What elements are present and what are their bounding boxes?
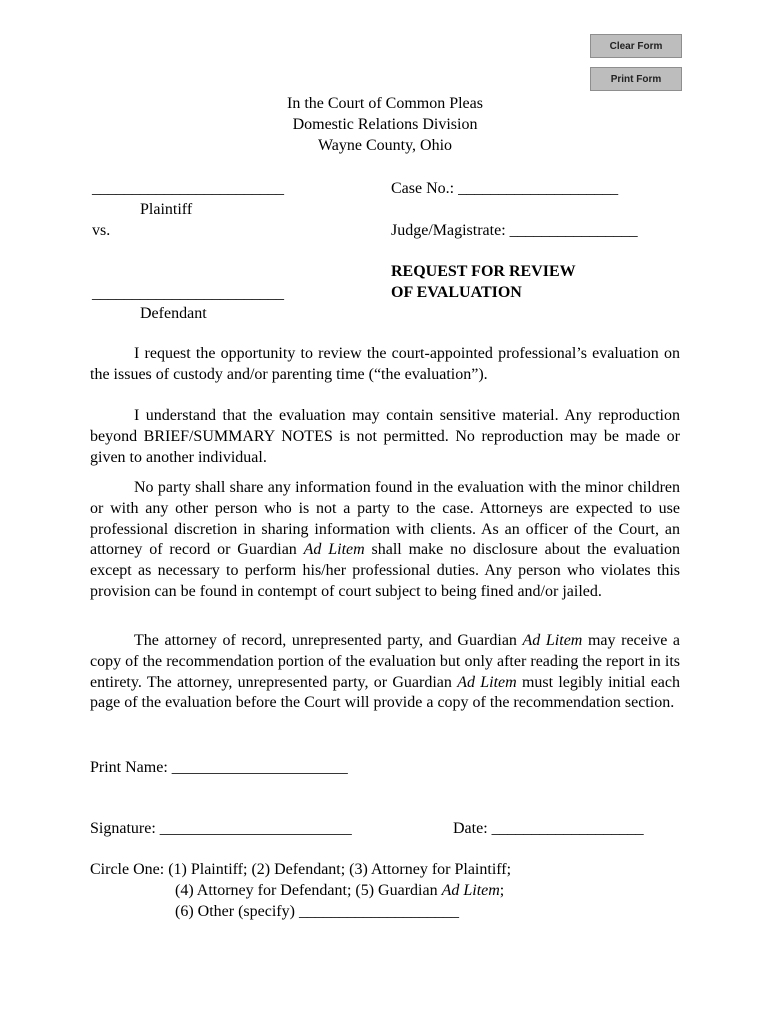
court-name: In the Court of Common Pleas bbox=[287, 95, 483, 112]
date-field[interactable]: Date: ___________________ bbox=[453, 820, 644, 837]
county-name: Wayne County, Ohio bbox=[317, 137, 453, 154]
plaintiff-field[interactable]: ________________________ bbox=[92, 180, 284, 197]
case-number-field[interactable]: Case No.: ____________________ bbox=[391, 180, 619, 197]
paragraph-recommendation: The attorney of record, unrepresented party, and Guardian Ad Litem may receive a copy of the recommendation portion of the evaluation but only after reading the report in its entirety. The attorney, unrepresented party, or Guardian Ad Litem must legibly initial each page of the evaluation before the Court will provide a copy of the recommendation section. bbox=[90, 632, 681, 712]
form-title-line2: OF EVALUATION bbox=[391, 284, 522, 301]
paragraph-sensitive: I understand that the evaluation may contain sensitive material. Any reproduction beyond BRIEF/SUMMARY NOTES is not permitted. No reproduction may be made or given to another individual. bbox=[90, 407, 680, 466]
division-name: Domestic Relations Division bbox=[292, 116, 478, 133]
defendant-field[interactable]: ________________________ bbox=[92, 285, 284, 302]
plaintiff-label: Plaintiff bbox=[140, 201, 193, 218]
versus-label: vs. bbox=[92, 222, 111, 239]
signature-field[interactable]: Signature: ________________________ bbox=[90, 820, 352, 837]
clear-form-button[interactable]: Clear Form bbox=[590, 34, 682, 58]
circle-one-line2: (4) Attorney for Defendant; (5) Guardian Ad Litem; bbox=[175, 882, 505, 899]
form-title-line1: REQUEST FOR REVIEW bbox=[391, 263, 576, 280]
other-specify-field[interactable]: (6) Other (specify) ____________________ bbox=[175, 903, 459, 920]
print-form-button[interactable]: Print Form bbox=[590, 67, 682, 91]
judge-magistrate-field[interactable]: Judge/Magistrate: ________________ bbox=[391, 222, 638, 239]
defendant-label: Defendant bbox=[140, 305, 207, 322]
paragraph-confidentiality: No party shall share any information found in the evaluation with the minor children or with any other person who is not a party to the case. Attorneys are expected to use professional discretion in sharing information with clients. As an officer of the Court, an attorney of record or Guardian Ad Litem shall make no disclosure about the evaluation except as necessary to perform his/her professional duties. Any person who violates this provision can be found in contempt of court subject to being fined and/or jailed. bbox=[90, 479, 681, 600]
print-name-field[interactable]: Print Name: ______________________ bbox=[90, 759, 348, 776]
paragraph-request: I request the opportunity to review the court-appointed professional’s evaluation on the issues of custody and/or parenting time (“the evaluation”). bbox=[90, 345, 680, 383]
circle-one-line1: Circle One: (1) Plaintiff; (2) Defendant; (3) Attorney for Plaintiff; bbox=[90, 861, 512, 878]
